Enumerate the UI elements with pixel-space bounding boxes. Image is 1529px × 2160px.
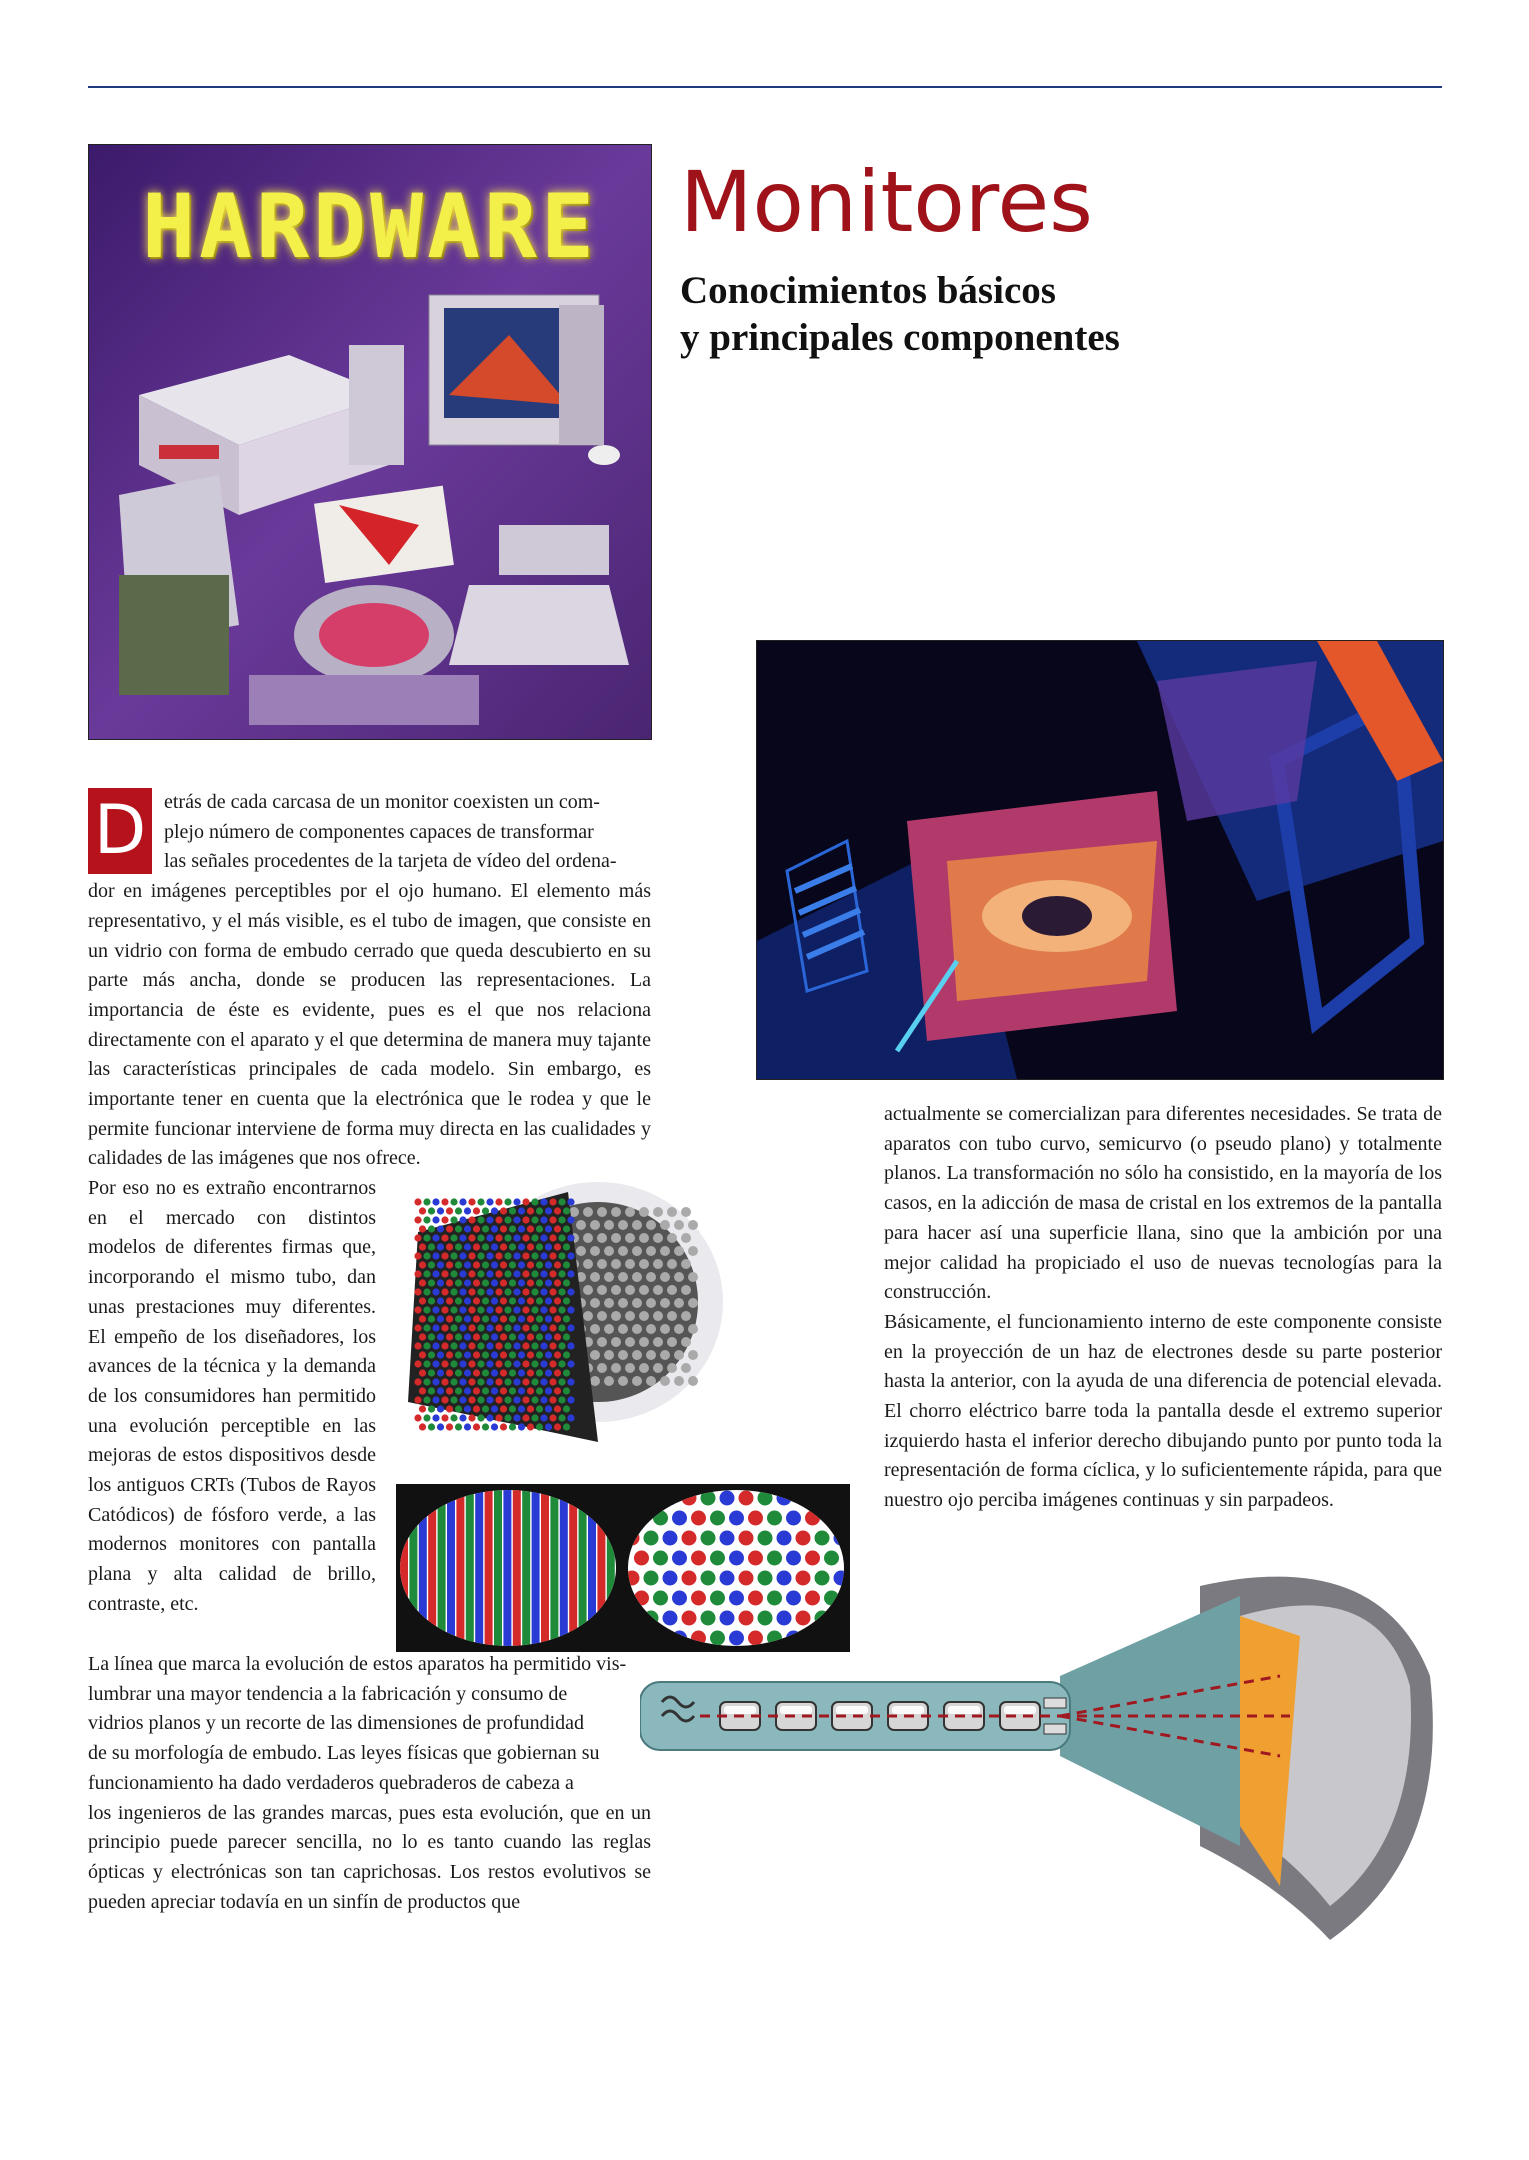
- phosphor-grid-picture: [398, 1172, 728, 1462]
- intro-line-3: las señales procedentes de la tarjeta de vídeo del ordena-: [164, 850, 617, 873]
- page-title: Monitores: [680, 153, 1093, 251]
- subtitle-line-1: Conocimientos básicos: [680, 269, 1056, 312]
- cover-word: HARDWARE: [142, 175, 598, 278]
- subtitle-line-2: y principales componentes: [680, 315, 1120, 359]
- evolution-paragraph: los ingenieros de las grandes marcas, pues esta evolución, que en un principio puede parecer sencilla, no lo es tanto cuando las reglas ópticas y electrónicas son tan caprichosas. Los restos evolutivos se pueden apreciar todavía en un sinfín de productos que: [88, 1801, 651, 1913]
- evolution-line-4: de su morfología de embudo. Las leyes físicas que gobiernan su: [88, 1742, 600, 1765]
- article-narrow-column: [88, 1174, 376, 1620]
- article-evolution: [88, 1650, 651, 1917]
- narrow-paragraph: Por eso no es extraño encontrarnos en el mercado con distintos modelos de diferentes firmas que, incorporando el mismo tubo, dan unas prestaciones muy diferentes. El empeño de los diseñadores, los avances de la técnica y la demanda de los consumidores han permitido una evolución perceptible en las mejoras de estos dispositivos desde los antiguos CRTs (Tubos de Rayos Catódicos) de fósforo verde, a las modernos monitores con pantalla plana y alta calidad de brillo, contraste, etc.: [88, 1177, 376, 1615]
- evolution-line-3: vidrios planos y un recorte de las dimensiones de profundidad: [88, 1712, 584, 1735]
- intro-paragraph: dor en imágenes perceptibles por el ojo humano. El elemento más representativo, y el más visible, es el tubo de imagen, que consiste en un vidrio con forma de embudo cerrado que queda descubierto en su parte más ancha, donde se producen las representaciones. La importancia de éste es evidente, pues es el que nos relaciona directamente con el aparato y el que determina de manera muy tajante las características principales de cada modelo. Sin embargo, es importante tener en cuenta que la electrónica que le rodea y que le permite funcionar interviene de forma muy directa en las cualidades y calidades de las imágenes que nos ofrece.: [88, 880, 651, 1170]
- right-paragraph-2: Básicamente, el funcionamiento interno de este componente consiste en la proyección de un haz de electrones desde su parte posterior hasta la anterior, con la ayuda de una diferencia de potencial elevada. El chorro eléctrico barre toda la pantalla desde el extremo superior izquierdo hasta el inferior derecho dibujando punto por punto toda la representación de forma cíclica, y lo suficientemente rápida, para que nuestro ojo perciba imágenes continuas y sin parpadeos.: [884, 1310, 1442, 1512]
- article-intro: [88, 788, 651, 1174]
- intro-line-2: plejo número de componentes capaces de transformar: [164, 820, 594, 843]
- page-subtitle: [680, 268, 1240, 362]
- evolution-line-5: funcionamiento ha dado verdaderos quebraderos de cabeza a: [88, 1771, 574, 1794]
- article-right-column: [884, 1100, 1442, 1516]
- hardware-cover-image: [88, 144, 652, 740]
- drop-cap: D: [88, 788, 152, 874]
- evolution-line-2: lumbrar una mayor tendencia a la fabricación y consumo de: [88, 1682, 568, 1705]
- top-rule: [88, 86, 1442, 88]
- eye-monitor-illustration: [756, 640, 1444, 1080]
- right-paragraph-1: actualmente se comercializan para diferentes necesidades. Se trata de aparatos con tubo curvo, semicurvo (o pseudo plano) y totalmente planos. La transformación no sólo ha consistido, en la mayoría de los casos, en la adicción de masa de cristal en los extremos de la pantalla para hacer así una superficie llana, sino que la ambición por una mejor calidad ha propiciado el uso de nuevas tecnologías para la construcción.: [884, 1103, 1442, 1304]
- evolution-line-1: La línea que marca la evolución de estos aparatos ha permitido vis-: [88, 1653, 627, 1675]
- intro-line-1: etrás de cada carcasa de un monitor coexisten un com-: [164, 791, 600, 813]
- crt-tube-diagram: [640, 1556, 1442, 1940]
